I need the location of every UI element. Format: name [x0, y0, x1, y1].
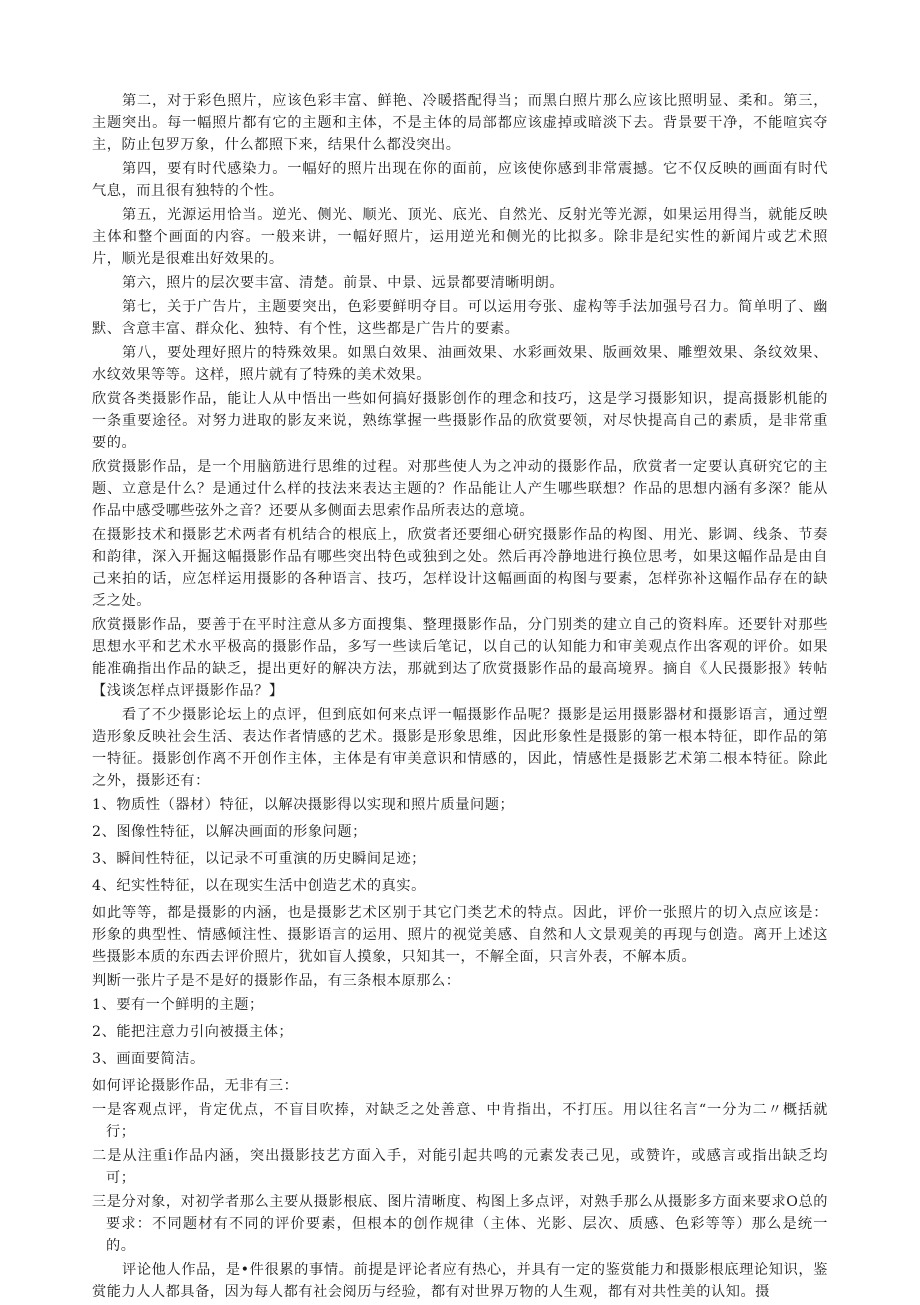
paragraph: 欣赏摄影作品，要善于在平时注意从多方面搜集、整理摄影作品，分门别类的建立自己的资料库。还要针对那些思想水平和艺术水平极高的摄影作品，多写一些读后笔记，以自己的认知能力和审美观点作出客观的评价。如果能准确指出作品的缺乏，提出更好的解决方法，那就到达了欣赏摄影作品的最高境界。摘自《人民摄影报》转帖【浅谈怎样点评摄影作品？】	[92, 617, 828, 699]
paragraph: 欣赏摄影作品，是一个用脑筋进行思维的过程。对那些使人为之冲动的摄影作品，欣赏者一定要认真研究它的主题、立意是什么？是通过什么样的技法来表达主题的？作品能让人产生哪些联想？作品的思想内涵有多深？能从作品中感受哪些弦外之音？还要从多侧面去思索作品所表达的意境。	[92, 459, 828, 519]
feature-item: 4、纪实性特征，以在现实生活中创造艺术的真实。	[92, 878, 426, 894]
principle-item: 2、能把注意力引向被摄主体；	[92, 1024, 294, 1040]
review-method-item: 三是分对象，对初学者那么主要从摄影根底、图片清晰度、构图上多点评，对熟手那么从摄影多方面来要求O总的要求：不同题材有不同的评价要素，但根本的创作规律（主体、光影、层次、质感、色彩等等）那么是统一的。	[92, 1194, 828, 1254]
principle-item: 3、画面要简洁。	[92, 1051, 205, 1067]
paragraph: 第七，关于广告片，主题要突出，色彩要鲜明夺目。可以运用夸张、虚构等手法加强号召力。简单明了、幽默、含意丰富、群众化、独特、有个性，这些都是广告片的要素。	[92, 299, 828, 337]
paragraph: 判断一张片子是不是好的摄影作品，有三条根本原那么：	[92, 973, 461, 989]
paragraph: 第四，要有时代感染力。一幅好的照片出现在你的面前，应该使你感到非常震撼。它不仅反映的画面有时代气息，而且很有独特的个性。	[92, 161, 828, 199]
paragraph: 如此等等，都是摄影的内涵，也是摄影艺术区别于其它门类艺术的特点。因此，评价一张照片的切入点应该是：形象的典型性、情感倾注性、摄影语言的运用、照片的视觉美感、自然和人文景观美的再现与创造。离开上述这些摄影本质的东西去评价照片，犹如盲人摸象，只知其一，不解全面，只言外表，不解本质。	[92, 905, 828, 965]
paragraph: 第二，对于彩色照片，应该色彩丰富、鲜艳、冷暖搭配得当；而黑白照片那么应该比照明显、柔和。第三，主题突出。每一幅照片都有它的主题和主体，不是主体的局部都应该虚掉或暗淡下去。背景要干净，不能喧宾夺主，防止包罗万象，什么都照下来，结果什么都没突出。	[92, 93, 828, 153]
paragraph: 欣赏各类摄影作品，能让人从中悟出一些如何搞好摄影创作的理念和技巧，这是学习摄影知识，提高摄影机能的一条重要途径。对努力进取的影友来说，熟练掌握一些摄影作品的欣赏要领，对尽快提高自己的素质，是非常重要的。	[92, 391, 828, 451]
paragraph: 第五，光源运用恰当。逆光、侧光、顺光、顶光、底光、自然光、反射光等光源，如果运用得当，就能反映主体和整个画面的内容。一般来讲，一幅好照片，运用逆光和侧光的比拟多。除非是纪实性的新闻片或艺术照片，顺光是很难出好效果的。	[92, 207, 828, 267]
review-method-item: 二是从注重i作品内涵，突出摄影技艺方面入手，对能引起共鸣的元素发表己见，或赞许，或感言或指出缺乏均可；	[92, 1148, 828, 1186]
paragraph: 如何评论摄影作品，无非有三：	[92, 1078, 299, 1094]
document-page	[92, 90, 828, 1305]
feature-item: 3、瞬间性特征，以记录不可重演的历史瞬间足迹；	[92, 851, 426, 867]
feature-item: 2、图像性特征，以解决画面的形象问题；	[92, 824, 367, 840]
review-method-item: 一是客观点评，肯定优点，不盲目吹捧，对缺乏之处善意、中肯指出，不打压。用以往名言“一分为二〃概括就行；	[92, 1102, 828, 1140]
paragraph: 第六，照片的层次要丰富、清楚。前景、中景、远景都要清晰明朗。	[122, 275, 565, 291]
feature-item: 1、物质性（器材）特征，以解决摄影得以实现和照片质量问题；	[92, 797, 515, 813]
paragraph: 第八，要处理好照片的特殊效果。如黑白效果、油画效果、水彩画效果、版画效果、雕塑效果、条纹效果、水纹效果等等。这样，照片就有了特殊的美术效果。	[92, 345, 828, 383]
paragraph: 在摄影技术和摄影艺术两者有机结合的根底上，欣赏者还要细心研究摄影作品的构图、用光、影调、线条、节奏和韵律，深入开掘这幅摄影作品有哪些突出特色或独到之处。然后再冷静地进行换位思考，如果这幅作品是由自己来拍的话，应怎样运用摄影的各种语言、技巧，怎样设计这幅画面的构图与要素，怎样弥补这幅作品存在的缺乏之处。	[92, 527, 828, 609]
principle-item: 1、要有一个鲜明的主题；	[92, 997, 264, 1013]
paragraph: 评论他人作品，是•件很累的事情。前提是评论者应有热心，并具有一定的鉴赏能力和摄影根底理论知识，鉴赏能力人人都具备，因为每人都有社会阅历与经验，都有对世界万物的人生观，都有对共性美的认知。摄	[92, 1262, 828, 1300]
paragraph: 看了不少摄影论坛上的点评，但到底如何来点评一幅摄影作品呢？摄影是运用摄影器材和摄影语言，通过塑造形象反映社会生活、表达作者情感的艺术。摄影是形象思维，因此形象性是摄影的第一根本特征，即作品的第一特征。摄影创作离不开创作主体，主体是有审美意识和情感的，因此，情感性是摄影艺术第二根本特征。除此之外，摄影还有：	[92, 707, 828, 789]
